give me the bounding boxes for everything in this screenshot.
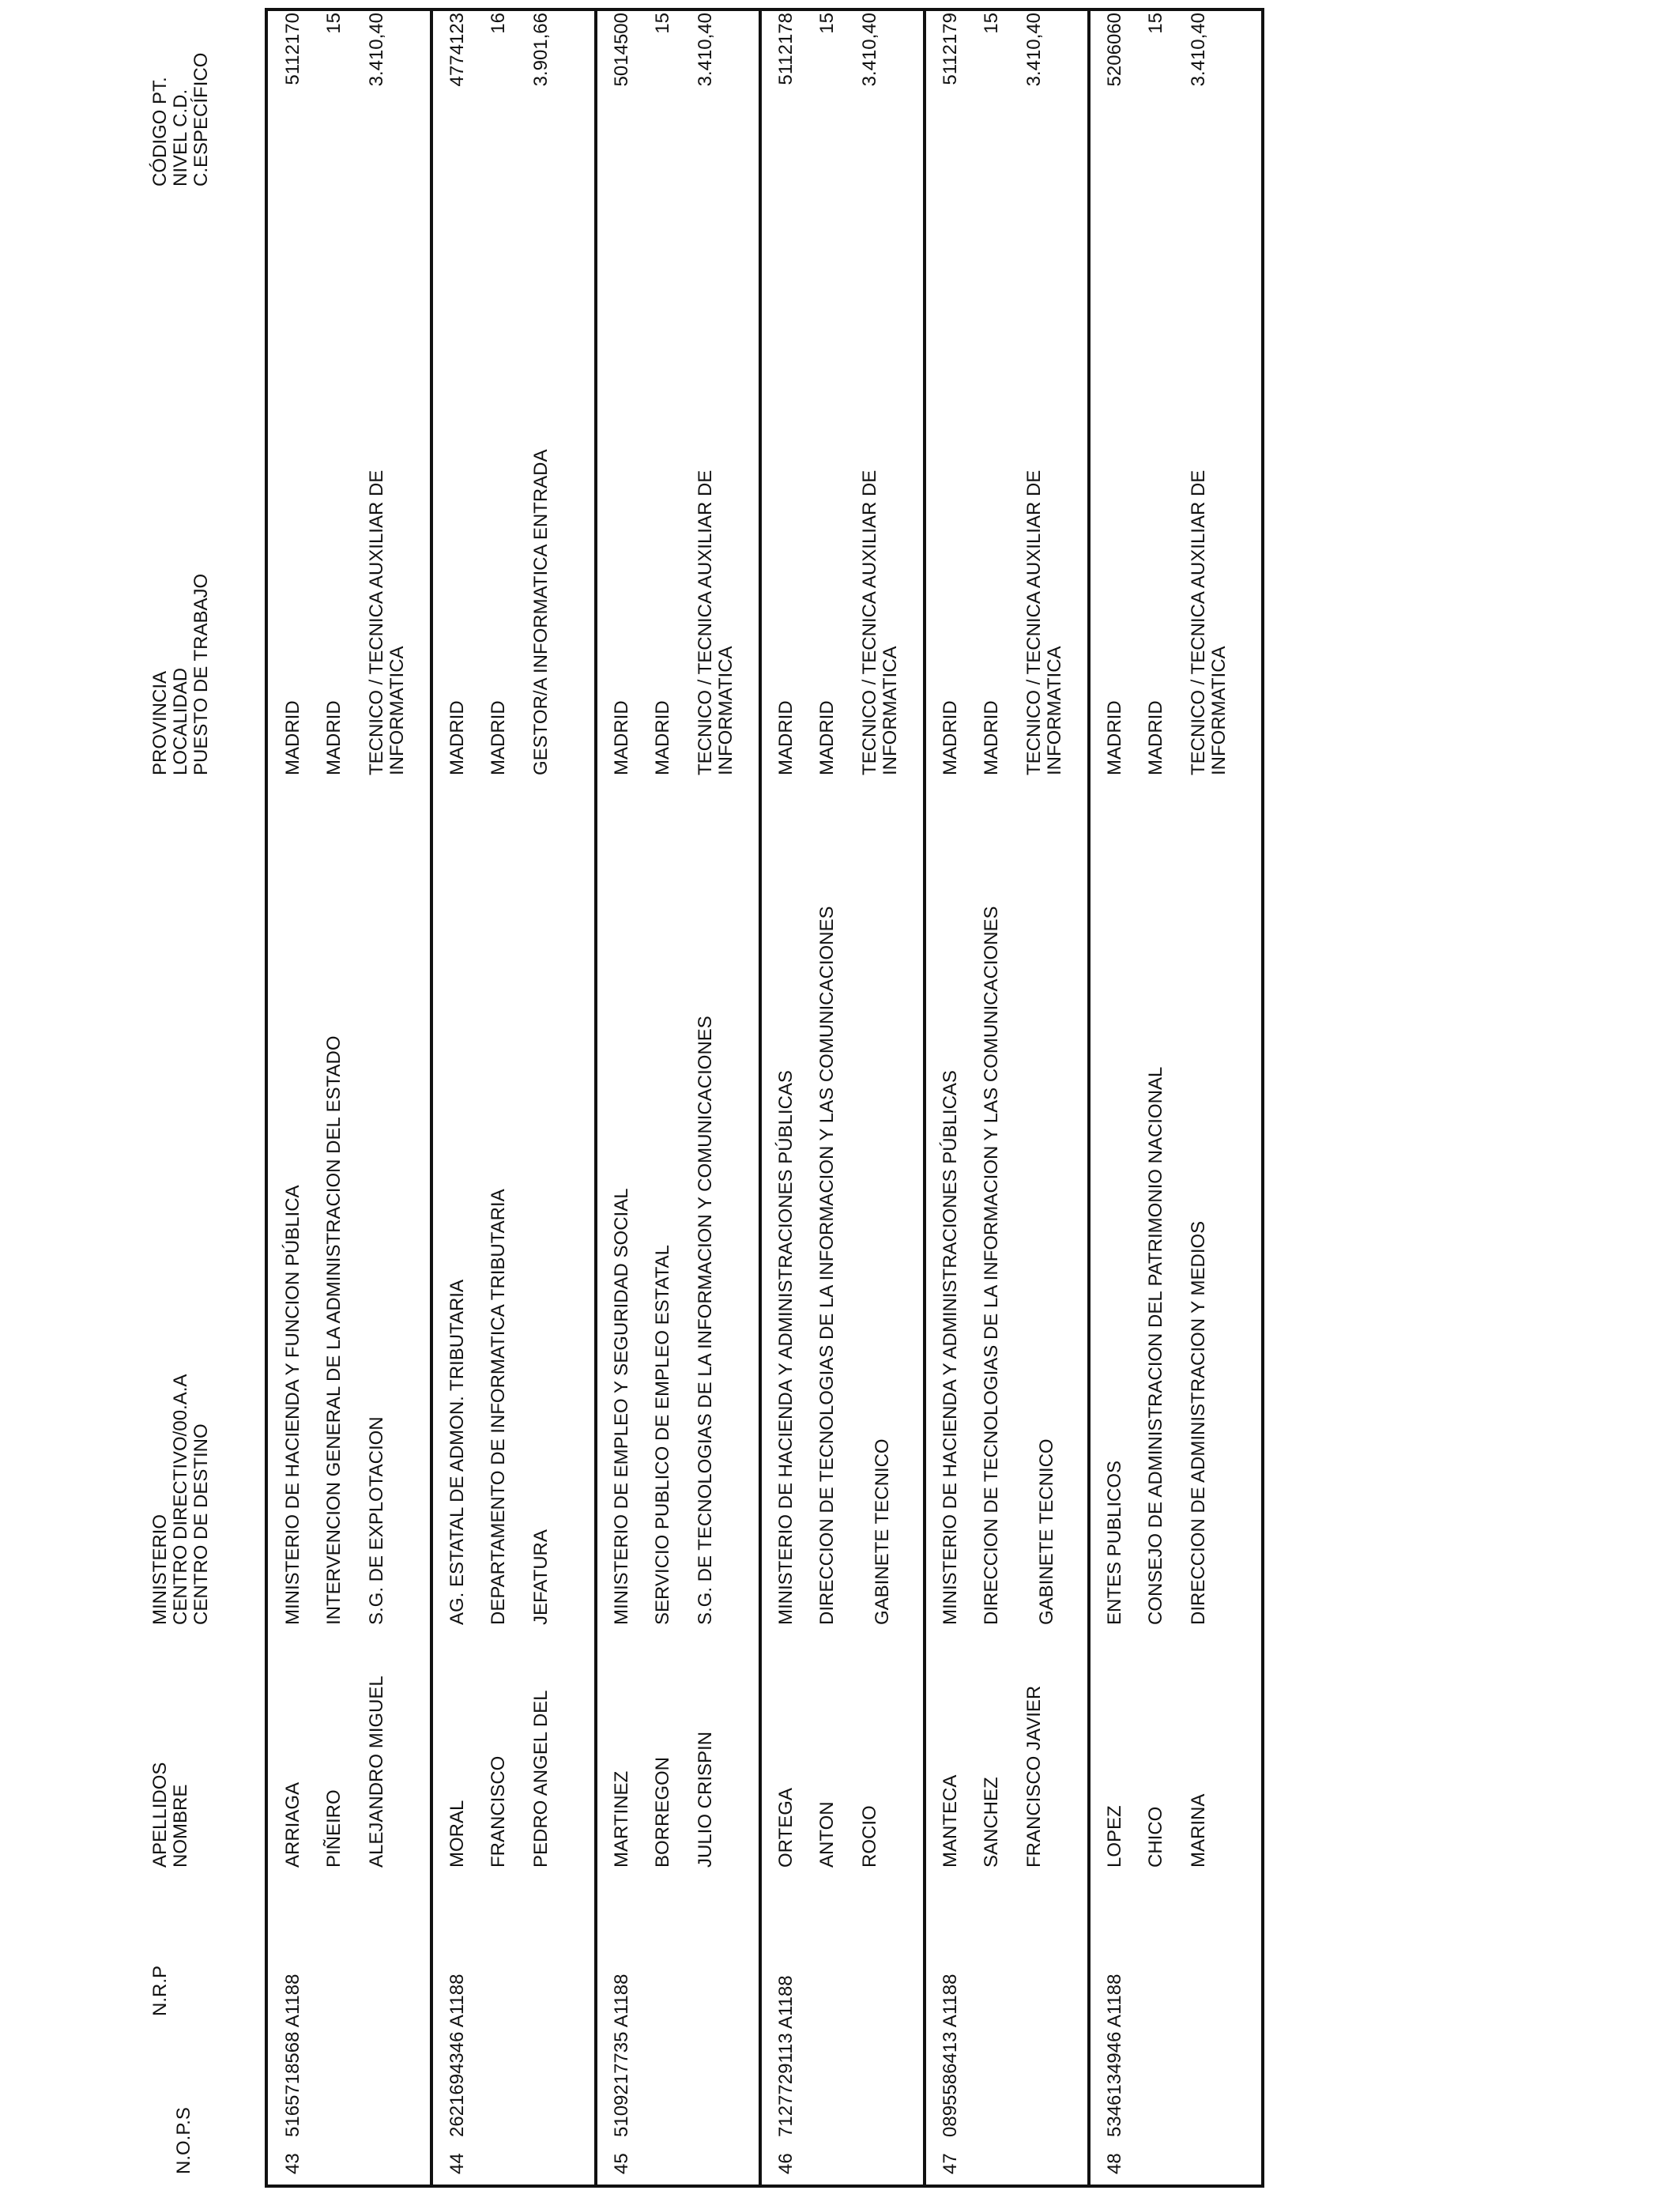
cell-apellido2: SANCHEZ — [981, 1777, 1002, 1868]
header-provincia: PROVINCIA — [149, 670, 171, 775]
cell-nrp: 5346134946 A1188 — [1104, 1973, 1125, 2137]
cell-especifico: 3.410,40 — [1188, 13, 1209, 87]
cell-ministerio: MINISTERIO DE HACIENDA Y ADMINISTRACIONES PÚBLICAS — [940, 1070, 961, 1625]
cell-codigo: 4774123 — [446, 13, 468, 87]
cell-especifico: 3.410,40 — [1023, 13, 1045, 87]
cell-localidad: MADRID — [488, 700, 509, 775]
cell-nops: 45 — [611, 2153, 632, 2174]
cell-apellido1: MARTINEZ — [611, 1770, 632, 1868]
header-especifico: C.ESPECÍFICO — [190, 52, 212, 187]
cell-puesto: TECNICO / TECNICA AUXILIAR DE INFORMATICA — [695, 469, 736, 775]
cell-nrp: 5109217735 A1188 — [611, 1973, 632, 2137]
header-centro-directivo: CENTRO DIRECTIVO/00.A.A — [170, 1374, 191, 1625]
row-separator — [923, 8, 926, 2188]
cell-localidad: MADRID — [981, 700, 1002, 775]
header-nrp: N.R.P — [149, 1965, 171, 2016]
cell-nombre: FRANCISCO JAVIER — [1023, 1685, 1045, 1868]
cell-nivel: 16 — [488, 13, 509, 34]
cell-especifico: 3.410,40 — [859, 13, 880, 87]
cell-provincia: MADRID — [446, 700, 468, 775]
cell-centro-destino: S.G. DE EXPLOTACION — [366, 1416, 387, 1625]
cell-centro-directivo: SERVICIO PUBLICO DE EMPLEO ESTATAL — [652, 1244, 673, 1625]
cell-centro-destino: S.G. DE TECNOLOGIAS DE LA INFORMACION Y COMUNICACIONES — [695, 1016, 716, 1625]
cell-codigo: 5112178 — [775, 13, 797, 85]
cell-nivel: 15 — [816, 13, 838, 34]
cell-nombre: PEDRO ANGEL DEL — [530, 1690, 552, 1868]
cell-codigo: 5014500 — [611, 13, 632, 87]
cell-nombre: MARINA — [1188, 1793, 1209, 1868]
cell-localidad: MADRID — [652, 700, 673, 775]
row-separator — [759, 8, 762, 2188]
cell-provincia: MADRID — [940, 700, 961, 775]
cell-centro-directivo: DEPARTAMENTO DE INFORMATICA TRIBUTARIA — [488, 1189, 509, 1625]
cell-codigo: 5112170 — [282, 13, 303, 85]
cell-nivel: 15 — [981, 13, 1002, 34]
cell-apellido1: LOPEZ — [1104, 1805, 1125, 1868]
cell-centro-destino: DIRECCION DE ADMINISTRACION Y MEDIOS — [1188, 1220, 1209, 1625]
cell-apellido2: CHICO — [1145, 1806, 1166, 1868]
row-separator — [430, 8, 433, 2188]
cell-apellido2: FRANCISCO — [488, 1755, 509, 1868]
cell-nops: 43 — [282, 2153, 303, 2174]
cell-provincia: MADRID — [282, 700, 303, 775]
row-separator — [1087, 8, 1090, 2188]
cell-puesto: TECNICO / TECNICA AUXILIAR DE INFORMATICA — [1188, 469, 1230, 775]
row-separator — [594, 8, 597, 2188]
cell-centro-directivo: DIRECCION DE TECNOLOGIAS DE LA INFORMACION Y LAS COMUNICACIONES — [981, 906, 1002, 1625]
cell-nombre: ALEJANDRO MIGUEL — [366, 1676, 387, 1868]
cell-nivel: 15 — [652, 13, 673, 34]
cell-centro-destino: GABINETE TECNICO — [872, 1438, 893, 1625]
cell-localidad: MADRID — [816, 700, 838, 775]
cell-localidad: MADRID — [1145, 700, 1166, 775]
cell-apellido2: PIÑEIRO — [323, 1789, 345, 1868]
cell-puesto: TECNICO / TECNICA AUXILIAR DE INFORMATICA — [1023, 469, 1065, 775]
header-localidad: LOCALIDAD — [170, 667, 191, 775]
cell-nops: 44 — [446, 2153, 468, 2174]
cell-ministerio: ENTES PUBLICOS — [1104, 1460, 1125, 1625]
cell-nivel: 15 — [1145, 13, 1166, 34]
header-nivel: NIVEL C.D. — [170, 89, 191, 187]
cell-nrp: 0895586413 A1188 — [940, 1973, 961, 2137]
cell-nops: 48 — [1104, 2153, 1125, 2174]
cell-ministerio: MINISTERIO DE HACIENDA Y FUNCION PÚBLICA — [282, 1185, 303, 1625]
cell-nrp: 2621694346 A1188 — [446, 1973, 468, 2137]
cell-puesto: TECNICO / TECNICA AUXILIAR DE INFORMATICA — [859, 469, 901, 775]
cell-centro-directivo: DIRECCION DE TECNOLOGIAS DE LA INFORMACION Y LAS COMUNICACIONES — [816, 906, 838, 1625]
cell-centro-destino: GABINETE TECNICO — [1036, 1438, 1057, 1625]
header-apellidos: APELLIDOS — [149, 1762, 171, 1868]
header-puesto: PUESTO DE TRABAJO — [190, 573, 212, 775]
cell-provincia: MADRID — [775, 700, 797, 775]
cell-apellido1: ORTEGA — [775, 1788, 797, 1868]
cell-nombre: JULIO CRISPIN — [695, 1731, 716, 1868]
cell-centro-directivo: INTERVENCION GENERAL DE LA ADMINISTRACION DEL ESTADO — [323, 1035, 345, 1625]
cell-nivel: 15 — [323, 13, 345, 34]
cell-ministerio: MINISTERIO DE EMPLEO Y SEGURIDAD SOCIAL — [611, 1188, 632, 1625]
cell-puesto: GESTOR/A INFORMATICA ENTRADA — [530, 449, 552, 775]
cell-apellido1: MORAL — [446, 1800, 468, 1868]
cell-nrp: 7127729113 A1188 — [775, 1975, 797, 2137]
cell-localidad: MADRID — [323, 700, 345, 775]
cell-apellido1: ARRIAGA — [282, 1781, 303, 1868]
cell-especifico: 3.410,40 — [695, 13, 716, 87]
header-nombre: NOMBRE — [170, 1784, 191, 1868]
cell-nombre: ROCIO — [859, 1805, 880, 1868]
cell-especifico: 3.901,66 — [530, 13, 552, 87]
cell-provincia: MADRID — [1104, 700, 1125, 775]
header-centro-destino: CENTRO DE DESTINO — [190, 1423, 212, 1625]
cell-apellido1: MANTECA — [940, 1774, 961, 1868]
cell-especifico: 3.410,40 — [366, 13, 387, 87]
cell-ministerio: MINISTERIO DE HACIENDA Y ADMINISTRACIONES PÚBLICAS — [775, 1070, 797, 1625]
cell-centro-destino: JEFATURA — [530, 1529, 552, 1625]
header-nops: N.O.P.S — [173, 2107, 194, 2174]
cell-codigo: 5112179 — [940, 13, 961, 85]
cell-centro-directivo: CONSEJO DE ADMINISTRACION DEL PATRIMONIO NACIONAL — [1145, 1066, 1166, 1625]
cell-provincia: MADRID — [611, 700, 632, 775]
cell-nops: 46 — [775, 2153, 797, 2174]
cell-ministerio: AG. ESTATAL DE ADMON. TRIBUTARIA — [446, 1280, 468, 1625]
cell-puesto: TECNICO / TECNICA AUXILIAR DE INFORMATICA — [366, 469, 408, 775]
header-ministerio: MINISTERIO — [149, 1514, 171, 1625]
cell-nops: 47 — [940, 2153, 961, 2174]
cell-nrp: 5165718568 A1188 — [282, 1973, 303, 2137]
cell-apellido2: BORREGON — [652, 1756, 673, 1868]
cell-apellido2: ANTON — [816, 1801, 838, 1868]
cell-codigo: 5206060 — [1104, 13, 1125, 87]
header-codigo: CÓDIGO PT. — [149, 77, 171, 187]
